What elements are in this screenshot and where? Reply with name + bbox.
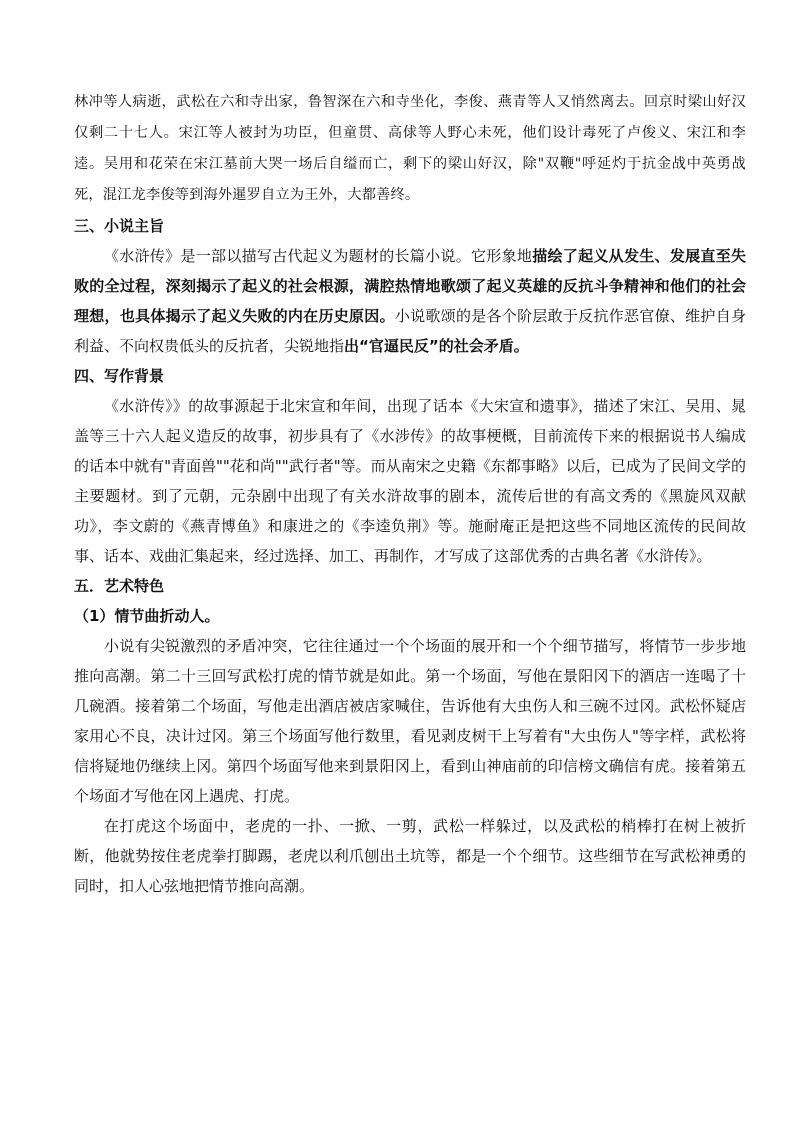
- section-4-paragraph: 《水浒传》》的故事源起于北宋宣和年间，出现了话本《大宋宣和遗事》，描述了宋江、吴用、晁盖等三十六人起义造反的故事，初步具有了《水涉传》的故事梗概，目前流传下来的根据说书人编成的话本中就有"青面兽""花和尚""武行者"等。而从南宋之史籍《东都事略》以后，已成为了民间文学的主要题材。到了元朝，元杂剧中出现了有关水浒故事的剧本，流传后世的有高文秀的《黑旋风双献功》，李文蔚的《燕青博鱼》和康进之的《李逵负荆》等。施耐庵正是把这些不同地区流传的民间故事、话本、戏曲汇集起来，经过选择、加工、再制作，才写成了这部优秀的古典名著《水浒传》。: [74, 397, 746, 565]
- section-3-bold-b: 描绘了起义从发生、发展直至失败的全过程，深刻揭示了起义的社会根源，满腔热情地歌颂了起义英雄的反抗斗争精神和他们的社会理想，也具体揭示了起义失败的内在历史原因。: [74, 247, 746, 325]
- section-4-heading: 四、写作背景: [74, 367, 165, 385]
- section-3-bold-d: 出“官逼民反”的社会矛盾。: [344, 337, 529, 355]
- section-5-paragraph-2: 在打虎这个场面中，老虎的一扑、一掀、一剪，武松一样躲过，以及武松的梢棒打在树上被折断，他就势按住老虎拳打脚踢，老虎以利爪刨出土坑等，都是一个个细节。这些细节在写武松神勇的同时，扣人心弦地把情节推向高潮。: [74, 817, 746, 895]
- intro-paragraph: 林冲等人病逝，武松在六和寺出家，鲁智深在六和寺坐化，李俊、燕青等人又悄然离去。回京时梁山好汉仅剩二十七人。宋江等人被封为功臣，但童贯、高俅等人野心未死，他们设计毒死了卢俊义、宋江和李逵。吴用和花荣在宋江墓前大哭一场后自缢而亡，剩下的梁山好汉，除"双鞭"呼延灼于抗金战中英勇战死，混江龙李俊等到海外暹罗自立为王外，大都善终。: [74, 94, 746, 203]
- section-3-text-c: 小说歌颂的是各个阶层敢于反抗作恶官僚、维护自身利益、不向权贵低头的反抗者，尖锐地指: [74, 307, 746, 355]
- section-5-subheading-1: （1）情节曲折动人。: [74, 607, 220, 625]
- section-3-heading: 三、小说主旨: [74, 217, 165, 235]
- section-5-heading: 五．艺术特色: [74, 577, 165, 595]
- section-5-paragraph-1: 小说有尖锐激烈的矛盾冲突，它往往通过一个个场面的展开和一个个细节描写，将情节一步步地推向高潮。第二十三回写武松打虎的情节就是如此。第一个场面，写他在景阳冈下的酒店一连喝了十几碗酒。接着第二个场面，写他走出酒店被店家喊住，告诉他有大虫伤人和三碗不过冈。武松怀疑店家用心不良，决计过冈。第三个场面写他行数里，看见剥皮树干上写着有"大虫伤人"等字样，武松将信将疑地仍继续上冈。第四个场面写他来到景阳冈上，看到山神庙前的印信榜文确信有虎。接着第五个场面才写他在冈上遇虎、打虎。: [74, 637, 746, 805]
- section-3-paragraph: [74, 241, 746, 361]
- section-3-text-a: 《水浒传》是一部以描写古代起义为题材的长篇小说。它形象地: [104, 247, 533, 265]
